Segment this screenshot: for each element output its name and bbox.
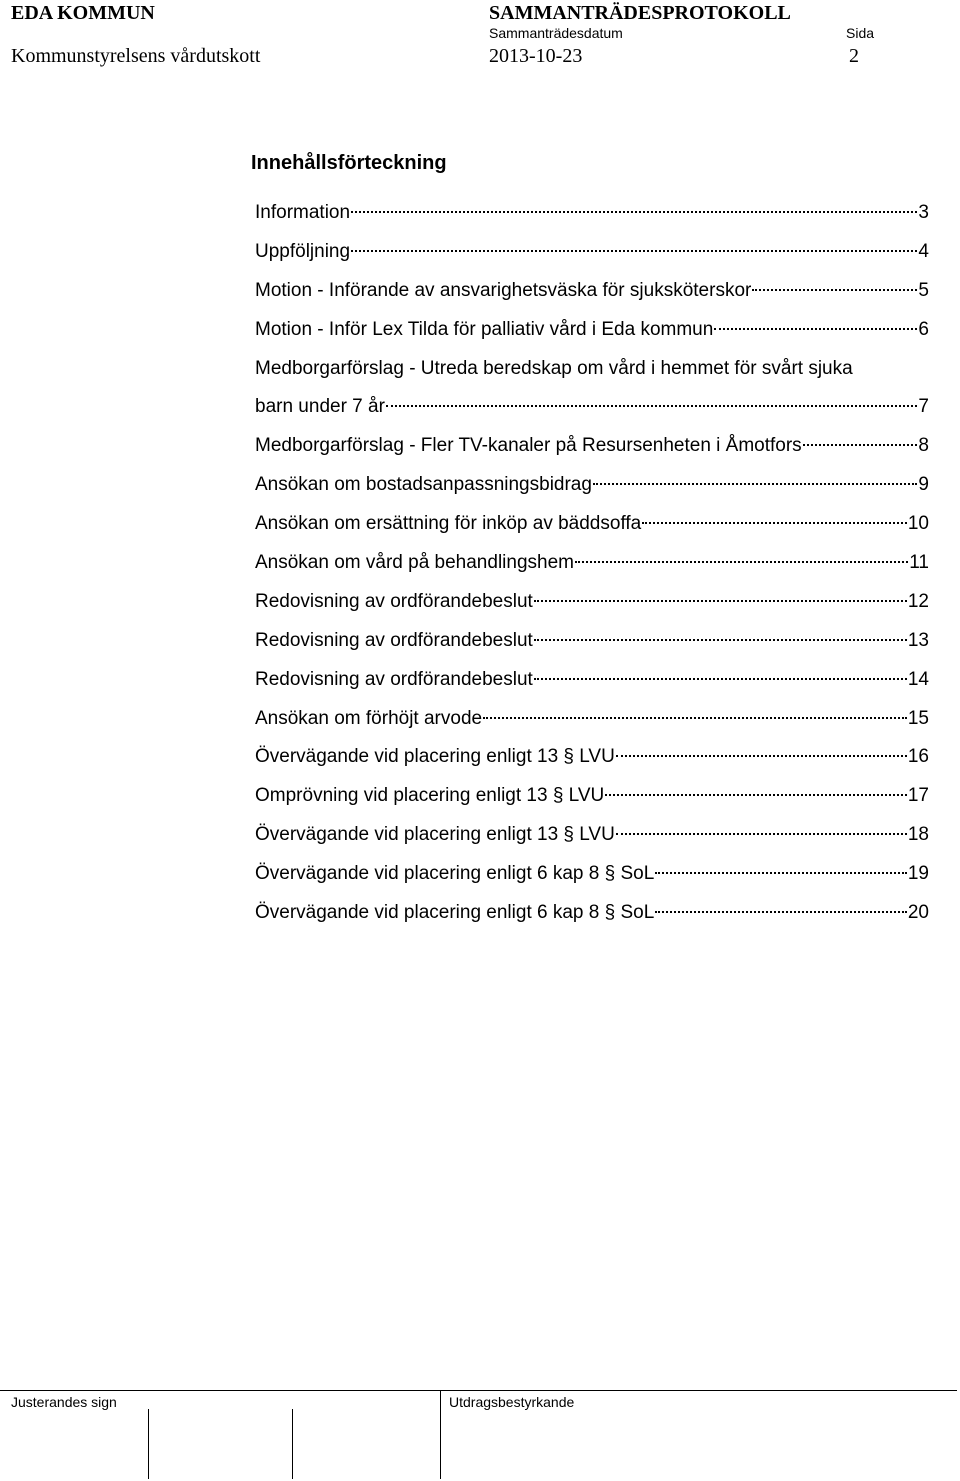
toc-entry-page: 8 [918, 435, 929, 457]
signature-box-divider [292, 1409, 293, 1479]
toc-entry-title: Omprövning vid placering enligt 13 § LVU [255, 785, 605, 807]
toc-entry-title: Övervägande vid placering enligt 6 kap 8 § SoL [255, 902, 655, 924]
toc-entry-page: 3 [918, 202, 929, 223]
toc-dot-leader [351, 250, 917, 252]
extract-certification-label: Utdragsbestyrkande [449, 1394, 575, 1410]
toc-entry-title: Medborgarförslag - Utreda beredskap om vård i hemmet för svårt sjuka [255, 357, 853, 379]
toc-entry-title: Medborgarförslag - Fler TV-kanaler på Resursenheten i Åmotfors [255, 435, 802, 457]
page-label: Sida [846, 25, 875, 41]
toc-entry-title: barn under 7 år [255, 396, 385, 418]
toc-entry-title: Ansökan om bostadsanpassningsbidrag [255, 474, 592, 496]
toc-entry-title: Redovisning av ordförandebeslut [255, 668, 533, 690]
toc-entry-page: 13 [907, 629, 929, 651]
document-type: SAMMANTRÄDESPROTOKOLL [489, 2, 791, 24]
toc-entry-title: Uppföljning [255, 240, 351, 262]
toc-entry-page: 12 [907, 590, 929, 612]
meeting-date: 2013-10-23 [489, 45, 583, 67]
toc-entry-page: 10 [907, 513, 929, 535]
toc-entry-page: 16 [907, 746, 929, 768]
toc-heading: Innehållsförteckning [251, 152, 447, 174]
toc-entry-title: Övervägande vid placering enligt 6 kap 8 § SoL [255, 863, 655, 885]
toc-entry-title: Motion - Införande av ansvarighetsväska för sjuksköterskor [255, 279, 752, 301]
toc-dot-leader [575, 561, 908, 563]
toc-dot-leader [752, 289, 917, 291]
toc-entry[interactable] [255, 315, 929, 354]
toc-dot-leader [593, 483, 917, 485]
toc-entry-page: 11 [909, 552, 929, 574]
organization-name: EDA KOMMUN [11, 2, 155, 24]
toc-entry-page: 4 [918, 240, 929, 262]
toc-entry-page: 6 [918, 318, 929, 340]
toc-entry[interactable] [255, 859, 929, 898]
toc-entry[interactable] [255, 548, 929, 587]
toc-entry[interactable] [255, 431, 929, 470]
toc-entry-page: 7 [918, 396, 929, 418]
toc-entry[interactable] [255, 626, 929, 665]
table-of-contents [255, 198, 929, 937]
toc-entry-page: 9 [918, 474, 929, 496]
toc-entry[interactable] [255, 276, 929, 315]
toc-entry[interactable] [255, 237, 929, 276]
signature-box-divider [148, 1409, 149, 1479]
toc-dot-leader [714, 328, 917, 330]
toc-dot-leader [803, 444, 918, 446]
toc-dot-leader [534, 600, 907, 602]
footer-divider [0, 1390, 957, 1391]
toc-entry-page: 19 [907, 863, 929, 885]
toc-entry[interactable] [255, 509, 929, 548]
toc-dot-leader [655, 872, 907, 874]
toc-entry[interactable] [255, 587, 929, 626]
page-number: 2 [849, 45, 859, 67]
toc-dot-leader [351, 211, 917, 213]
toc-entry-page: 17 [907, 785, 929, 807]
toc-entry-page: 14 [907, 668, 929, 690]
toc-entry[interactable] [255, 392, 929, 431]
meeting-date-label: Sammanträdesdatum [489, 25, 623, 41]
toc-entry-page: 5 [918, 279, 929, 301]
toc-entry[interactable] [255, 898, 929, 937]
toc-dot-leader [655, 911, 907, 913]
toc-entry-page: 20 [907, 902, 929, 924]
toc-entry[interactable] [255, 665, 929, 704]
toc-entry-title: Övervägande vid placering enligt 13 § LVU [255, 746, 615, 768]
toc-entry-page: 18 [907, 824, 929, 846]
toc-entry-title: Ansökan om förhöjt arvode [255, 707, 483, 729]
toc-dot-leader [534, 639, 907, 641]
adjuster-signature-label: Justerandes sign [11, 1394, 117, 1410]
toc-entry[interactable] [255, 781, 929, 820]
toc-dot-leader [616, 755, 907, 757]
toc-entry-page: 15 [907, 707, 929, 729]
committee-name: Kommunstyrelsens vårdutskott [11, 45, 261, 67]
toc-entry-title: Ansökan om vård på behandlingshem [255, 552, 574, 574]
signature-box-divider [440, 1391, 441, 1479]
toc-entry[interactable] [255, 470, 929, 509]
toc-entry[interactable] [255, 354, 929, 393]
toc-dot-leader [642, 522, 907, 524]
toc-entry-title: Övervägande vid placering enligt 13 § LVU [255, 824, 615, 846]
toc-entry[interactable] [255, 820, 929, 859]
toc-entry-title: Information [255, 202, 351, 223]
toc-entry-title: Redovisning av ordförandebeslut [255, 629, 533, 651]
toc-dot-leader [605, 794, 907, 796]
toc-entry-title: Motion - Inför Lex Tilda för palliativ vård i Eda kommun [255, 318, 714, 340]
toc-entry[interactable] [255, 742, 929, 781]
toc-dot-leader [534, 678, 907, 680]
toc-dot-leader [483, 717, 907, 719]
toc-entry[interactable] [255, 704, 929, 743]
toc-dot-leader [616, 833, 907, 835]
toc-entry-title: Ansökan om ersättning för inköp av bäddsoffa [255, 513, 642, 535]
toc-entry[interactable] [255, 198, 929, 237]
toc-entry-title: Redovisning av ordförandebeslut [255, 590, 533, 612]
toc-dot-leader [386, 405, 918, 407]
